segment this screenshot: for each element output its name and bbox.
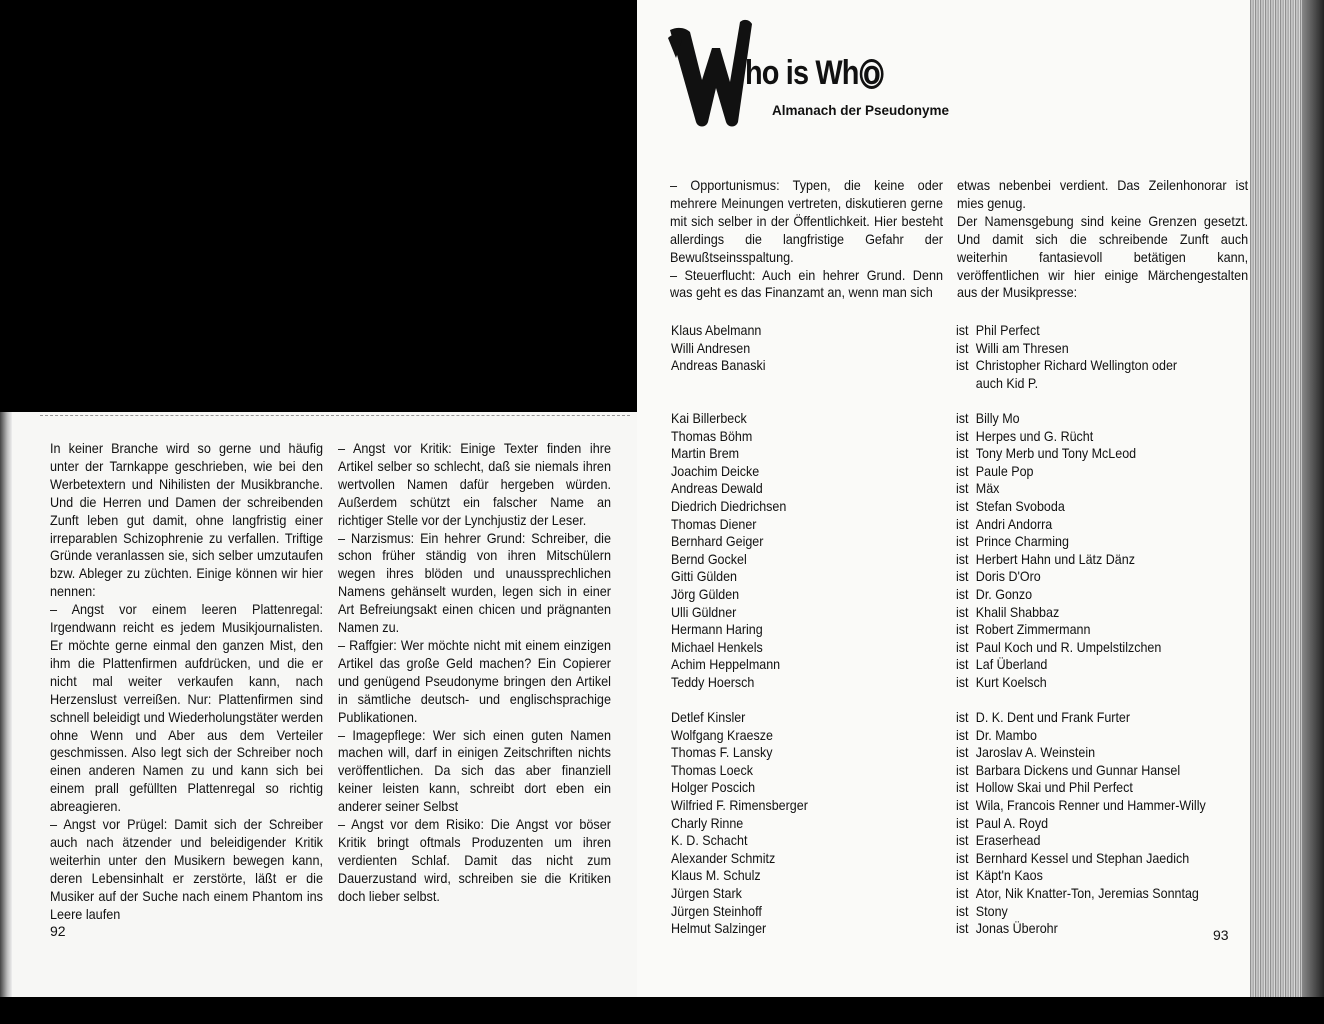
pseudonym-entry xyxy=(956,551,1206,569)
real-name: Achim Heppelmann xyxy=(671,656,781,673)
pseudonym-entry xyxy=(956,357,1206,375)
reason-paragraph: – Angst vor Prügel: Damit sich der Schreiber auch nach ätzender und beleidigender Kritik weiterhin unter den Musikern bewegen kann, deren Lebensinhalt er zerstörte, läßt er die Musiker auf der Suche nach einem Phantom ins Leere laufen xyxy=(50,816,323,922)
list-gap xyxy=(956,691,1206,709)
pseudonym-entry xyxy=(956,744,1206,762)
real-name: Alexander Schmitz xyxy=(671,849,776,866)
pseudonym: Robert Zimmermann xyxy=(975,621,1091,638)
pseudonym: Jaroslav A. Weinstein xyxy=(975,744,1096,761)
right-column-1 xyxy=(670,177,943,302)
pseudonym: Eraserhead xyxy=(975,832,1041,849)
real-name: Andreas Dewald xyxy=(671,480,763,497)
real-name: Jürgen Stark xyxy=(671,885,742,901)
pseudonym-entry xyxy=(956,779,1206,797)
title-text: ho is Wh xyxy=(745,54,859,92)
ist-word: ist xyxy=(956,656,969,673)
real-name: Detlef Kinsler xyxy=(671,709,746,726)
ist-word: ist xyxy=(956,603,969,620)
pseudonym: Stony xyxy=(975,902,1008,919)
real-name: Ulli Güldner xyxy=(671,603,737,620)
ist-word: ist xyxy=(956,849,969,866)
ist-word: ist xyxy=(956,515,969,532)
pseudonym: Christopher Richard Wellington oder xyxy=(975,357,1178,374)
pseudonym: Mäx xyxy=(975,480,1000,497)
title-last-letter: o xyxy=(859,59,883,89)
reason-paragraph: – Raffgier: Wer möchte nicht mit einem einzigen Artikel das große Geld machen? Ein Copierer und genügend Pseudonyme bringen den Artikel in sämtliche deutsch- und englischsprachige Publikationen. xyxy=(338,636,611,725)
pseudonym-entry xyxy=(956,604,1206,622)
real-name: Diedrich Diedrichsen xyxy=(671,497,787,514)
real-name: Klaus M. Schulz xyxy=(671,867,761,884)
pseudonym-entry xyxy=(956,832,1206,850)
book-page-edge xyxy=(1250,0,1324,997)
pseudonym-entry xyxy=(956,850,1206,868)
real-names-list xyxy=(671,322,808,938)
real-name: Holger Poscich xyxy=(671,779,756,796)
pseudonym: Phil Perfect xyxy=(975,322,1040,338)
page-rule xyxy=(40,415,630,416)
real-name: Thomas Loeck xyxy=(671,761,753,778)
pseudonym: Kurt Koelsch xyxy=(975,673,1047,690)
reason-paragraph: – Angst vor einem leeren Plattenregal: Irgendwann reicht es jedem Musikjournalisten. Er möchte gerne einmal den ganzen Mist, den ihm die Plattenfirmen aufdrücken, und die er nicht mal weiter verkaufen kann, nach Herzenslust verreißen. Nur: Plattenfirmen sind schnell beleidigt und Wiederholungstäter werden ohne Wenn und Aber aus dem Verteiler geschmissen. Also legt sich der Schreiber noch einen anderen Namen zu und kann sich bei einem prall gefüllten Plattenregal so richtig abreagieren. xyxy=(50,601,323,815)
real-name: Michael Henkels xyxy=(671,638,763,655)
real-name: Thomas Böhm xyxy=(671,427,753,444)
pseudonym: Dr. Gonzo xyxy=(975,585,1033,602)
pseudonym-entry xyxy=(956,463,1206,481)
ist-word: ist xyxy=(956,832,969,849)
pseudonym-entry xyxy=(956,903,1206,921)
reason-paragraph: – Steuerflucht: Auch ein hehrer Grund. Denn was geht es das Finanzamt an, wenn man sich xyxy=(670,266,943,301)
ist-word: ist xyxy=(956,814,969,831)
real-name: Bernd Gockel xyxy=(671,550,747,567)
pseudonym: Prince Charming xyxy=(975,533,1069,550)
pseudonym: Jonas Überohr xyxy=(975,920,1058,937)
ist-word: ist xyxy=(956,357,969,374)
pseudonym: Herpes und G. Rücht xyxy=(975,427,1094,444)
pseudonym: Käpt'n Kaos xyxy=(975,867,1043,884)
ist-word: ist xyxy=(956,779,969,796)
scanner-border xyxy=(0,997,1324,1024)
body-paragraph: etwas nebenbei verdient. Das Zeilenhonorar ist mies genug. xyxy=(957,177,1249,211)
real-name: Helmut Salzinger xyxy=(671,920,767,937)
pseudonym: Willi am Thresen xyxy=(975,339,1069,356)
ist-word: ist xyxy=(956,550,969,567)
pseudonym: Paule Pop xyxy=(975,462,1034,479)
pseudonym-entry xyxy=(956,340,1206,358)
pseudonym: Doris D'Oro xyxy=(975,568,1041,585)
pseudonym: Khalil Shabbaz xyxy=(975,603,1060,620)
reason-paragraph: – Opportunismus: Typen, die keine oder mehrere Meinungen vertreten, diskutieren gerne mit sich selber in der Öffentlichkeit. Hier besteht allerdings die langfristige Gefahr der Bewußtseinsspaltung. xyxy=(670,177,943,265)
article-title xyxy=(745,54,883,93)
ist-word: ist xyxy=(956,709,969,726)
ist-word: ist xyxy=(956,480,969,497)
pseudonym: Laf Überland xyxy=(975,656,1048,673)
ist-word: ist xyxy=(956,568,969,585)
list-gap xyxy=(671,392,808,410)
pseudonym-list xyxy=(956,322,1206,938)
pseudonym-entry xyxy=(956,639,1206,657)
pseudonym-entry xyxy=(956,533,1206,551)
pseudonym: Dr. Mambo xyxy=(975,726,1037,743)
pseudonym: Stefan Svoboda xyxy=(975,497,1065,514)
ist-word: ist xyxy=(956,867,969,884)
left-column-2 xyxy=(338,440,611,906)
real-name: Wolfgang Kraesze xyxy=(671,726,773,743)
pseudonym: Paul A. Royd xyxy=(975,814,1049,831)
ist-word: ist xyxy=(956,638,969,655)
reason-paragraph: – Angst vor Kritik: Einige Texter finden ihre Artikel selber so schlecht, daß sie niemals ihren wertvollen Namen dafür hergeben würden. Außerdem schützt ein falscher Name an richtiger Stelle vor der Lynchjustiz der Leser. xyxy=(338,440,611,528)
pseudonym: Tony Merb und Tony McLeod xyxy=(975,445,1137,462)
pseudonym: Hollow Skai und Phil Perfect xyxy=(975,779,1133,796)
real-name: Joachim Deicke xyxy=(671,462,760,479)
right-column-2 xyxy=(957,177,1248,302)
real-name: Charly Rinne xyxy=(671,814,744,831)
pseudonym-entry xyxy=(956,568,1206,586)
ist-word: ist xyxy=(956,744,969,761)
real-name: Hermann Haring xyxy=(671,621,763,638)
real-name: Klaus Abelmann xyxy=(671,322,762,338)
ist-word: ist xyxy=(956,533,969,550)
pseudonym: Wila, Francois Renner und Hammer-Willy xyxy=(975,797,1206,814)
pseudonym-entry xyxy=(956,322,1206,340)
pseudonym-entry xyxy=(956,762,1206,780)
ist-word: ist xyxy=(956,761,969,778)
reason-paragraph: – Narzismus: Ein hehrer Grund: Schreiber, die schon früher ständig von ihren Mitschülern wegen ihres blöden und unaussprechlichen Namens gehänselt wurden, legen sich in einer Art Befreiungsakt einen chicen und prägnanten Namen zu. xyxy=(338,529,611,636)
pseudonym-entry xyxy=(956,674,1206,692)
real-name: Thomas F. Lansky xyxy=(671,744,773,761)
real-name: Jürgen Steinhoff xyxy=(671,902,762,919)
pseudonym-entry xyxy=(956,867,1206,885)
pseudonym-continuation: auch Kid P. xyxy=(975,374,1039,391)
real-name: Gitti Gülden xyxy=(671,568,738,585)
pseudonym-entry xyxy=(956,920,1206,938)
ist-word: ist xyxy=(956,621,969,638)
real-name: Kai Billerbeck xyxy=(671,409,747,426)
intro-paragraph: In keiner Branche wird so gerne und häufig unter der Tarnkappe geschrieben, wie bei den Werbetextern und Nihilisten der Musikbranche. Und die Herren und Damen der schreibenden Zunft leben gut damit, ohne langfristig einer irreparablen Schizophrenie zu verfallen. Triftige Gründe veranlassen sie, sich selber umzutaufen bzw. Ableger zu züchten. Einige können wir hier nennen: xyxy=(50,440,323,600)
pseudonym-entry xyxy=(956,410,1206,428)
pseudonym: Ator, Nik Knatter-Ton, Jeremias Sonntag xyxy=(975,885,1199,901)
pseudonym: Billy Mo xyxy=(975,409,1020,426)
real-name: Martin Brem xyxy=(671,445,740,462)
ist-word: ist xyxy=(956,902,969,919)
ist-word: ist xyxy=(956,427,969,444)
article-subtitle: Almanach der Pseudonyme xyxy=(772,103,950,118)
pseudonym-entry xyxy=(956,516,1206,534)
page-number-left: 92 xyxy=(50,923,66,939)
pseudonym: Herbert Hahn und Lätz Dänz xyxy=(975,550,1135,567)
pseudonym-entry xyxy=(956,885,1206,903)
real-name: Willi Andresen xyxy=(671,339,751,356)
real-name: Teddy Hoersch xyxy=(671,673,755,690)
ist-word: ist xyxy=(956,409,969,426)
ist-word: ist xyxy=(956,920,969,937)
ist-word: ist xyxy=(956,462,969,479)
list-gap xyxy=(956,392,1206,410)
pseudonym-entry xyxy=(956,428,1206,446)
pseudonym-entry xyxy=(956,498,1206,516)
ist-word: ist xyxy=(956,673,969,690)
pseudonym: Barbara Dickens und Gunnar Hansel xyxy=(975,761,1181,778)
page-number-right: 93 xyxy=(1213,927,1229,943)
book-spine-shadow xyxy=(0,412,12,997)
pseudonym-entry xyxy=(956,797,1206,815)
pseudonym: D. K. Dent und Frank Furter xyxy=(975,709,1131,726)
ist-word: ist xyxy=(956,322,969,338)
pseudonym-entry xyxy=(956,480,1206,498)
pseudonym-entry xyxy=(956,815,1206,833)
ist-word: ist xyxy=(956,585,969,602)
pseudonym-entry xyxy=(956,656,1206,674)
real-name: Jörg Gülden xyxy=(671,585,740,602)
ist-word: ist xyxy=(956,445,969,462)
ist-word: ist xyxy=(956,339,969,356)
pseudonym: Paul Koch und R. Umpelstilzchen xyxy=(975,638,1162,655)
pseudonym: Andri Andorra xyxy=(975,515,1053,532)
body-paragraph: Der Namensgebung sind keine Grenzen gesetzt. Und damit sich die schreibende Zunft auch weiterhin fantasievoll betätigen kann, veröffentlichen wir hier einige Märchengestalten aus der Musikpresse: xyxy=(957,212,1249,301)
reason-paragraph: – Angst vor dem Risiko: Die Angst vor böser Kritik bringt oftmals Produzenten um ihren verdienten Schlaf. Damit das nicht zum Dauerzustand wird, schreiben sie die Kritiken doch lieber selbst. xyxy=(338,816,611,904)
real-name: Wilfried F. Rimensberger xyxy=(671,797,808,814)
pseudonym-entry xyxy=(956,586,1206,604)
left-column-1 xyxy=(50,440,323,923)
ist-word: ist xyxy=(956,885,969,901)
list-gap xyxy=(671,691,808,709)
pseudonym-entry xyxy=(956,709,1206,727)
list-spacer xyxy=(671,375,808,393)
reason-paragraph: – Imagepflege: Wer sich einen guten Namen machen will, darf in einigen Zeitschriften nichts veröffentlichen. Da sich das aber finanziell keiner leisten kann, schreibt dort eben ein anderer seiner Selbst xyxy=(338,726,611,815)
ist-word: ist xyxy=(956,797,969,814)
real-name: K. D. Schacht xyxy=(671,832,748,849)
ist-word: ist xyxy=(956,497,969,514)
ist-word: ist xyxy=(956,726,969,743)
pseudonym-entry xyxy=(956,727,1206,745)
real-name: Bernhard Geiger xyxy=(671,533,764,550)
real-name: Thomas Diener xyxy=(671,515,757,532)
pseudonym: Bernhard Kessel und Stephan Jaedich xyxy=(975,849,1190,866)
real-name: Andreas Banaski xyxy=(671,357,766,374)
pseudonym-entry xyxy=(956,445,1206,463)
pseudonym-entry xyxy=(956,621,1206,639)
